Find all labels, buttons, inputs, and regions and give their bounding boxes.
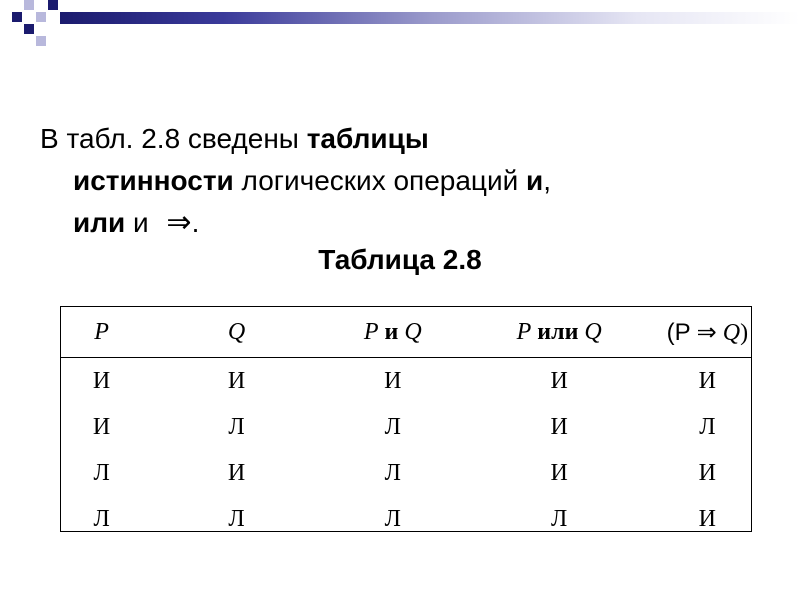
bold-term: таблицы <box>306 123 429 154</box>
implies-arrow-icon: ⇒ <box>166 205 192 240</box>
table-cell: Л <box>384 505 401 532</box>
table-cell: Л <box>551 505 568 532</box>
table-cell: Л <box>699 413 716 440</box>
table-header-row <box>61 307 751 358</box>
bold-term: истинности <box>73 165 234 196</box>
table-cell: И <box>92 413 111 440</box>
implies-arrow-icon: ⇒ <box>696 318 717 346</box>
decor-square <box>36 12 46 22</box>
decor-square <box>48 0 58 10</box>
table-cell: И <box>92 367 111 394</box>
table-row <box>61 358 751 405</box>
bold-term: или <box>73 207 126 238</box>
decor-square <box>36 36 46 46</box>
header-q: Q <box>142 307 331 358</box>
table-cell: И <box>698 505 717 532</box>
decor-square <box>24 24 34 34</box>
table-cell: Л <box>93 459 110 486</box>
table-caption: Таблица 2.8 <box>318 244 482 275</box>
header-p: P <box>61 307 142 358</box>
table-row <box>61 404 751 450</box>
table-cell: И <box>550 459 568 486</box>
table-cell: Л <box>228 505 245 532</box>
header-p-and-q: P и Q <box>331 307 455 358</box>
intro-line-3 <box>40 202 580 244</box>
slide-decoration <box>0 0 800 50</box>
table-cell: И <box>550 367 568 394</box>
table-cell: Л <box>228 413 245 440</box>
header-gradient-band <box>60 12 800 24</box>
table-row <box>61 450 751 496</box>
header-p-implies-q: (P ⇒ Q) <box>664 307 751 358</box>
table-cell: И <box>550 413 568 440</box>
text-run: В табл. 2.8 сведены <box>40 123 307 154</box>
table-cell: Л <box>384 459 401 486</box>
intro-line-1 <box>40 118 580 160</box>
table-cell: И <box>227 459 246 486</box>
intro-line-2 <box>40 160 580 202</box>
text-run: , <box>543 165 552 196</box>
text-run: и <box>125 207 157 238</box>
text-run: логических операций <box>233 165 527 196</box>
truth-table <box>60 306 752 532</box>
table-cell: Л <box>384 413 401 440</box>
decor-square <box>12 12 22 22</box>
bold-term: и <box>526 165 544 196</box>
truth-table-grid <box>61 307 751 542</box>
header-p-or-q: P или Q <box>455 307 664 358</box>
table-cell: И <box>698 459 717 486</box>
intro-paragraph <box>40 118 580 244</box>
table-cell: И <box>698 367 717 394</box>
table-row <box>61 496 751 542</box>
table-cell: Л <box>93 505 110 532</box>
table-cell: И <box>384 367 402 394</box>
text-run: . <box>191 207 200 238</box>
table-cell: И <box>227 367 246 394</box>
decor-square <box>24 0 34 10</box>
